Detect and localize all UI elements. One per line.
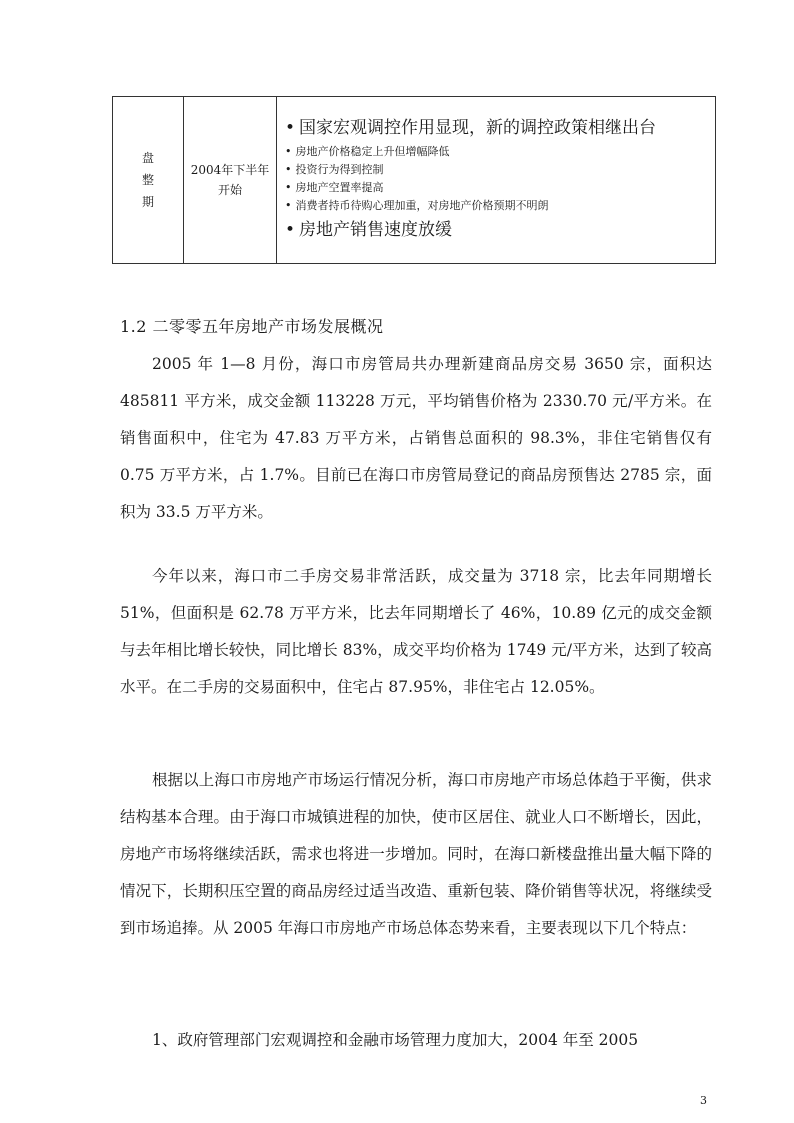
- market-phase-table: [112, 96, 716, 264]
- sub-bullet: [285, 143, 707, 161]
- bullet-dot-icon: •: [285, 163, 292, 176]
- description-cell: [277, 97, 716, 264]
- main-bullet-text: 房地产销售速度放缓: [299, 220, 453, 240]
- body-paragraph: 1、政府管理部门宏观调控和金融市场管理力度加大，2004 年至 2005: [152, 1031, 639, 1049]
- sub-bullet: [285, 197, 707, 215]
- page-number: 3: [700, 1094, 707, 1107]
- bullet-dot-icon: •: [285, 118, 296, 138]
- sub-bullet: [285, 179, 707, 197]
- phase-char: 整: [141, 173, 154, 187]
- bullet-dot-icon: •: [285, 199, 292, 212]
- bullet-dot-icon: •: [285, 220, 296, 240]
- sub-bullet: [285, 161, 707, 179]
- phase-label: [142, 147, 154, 213]
- table-row: [113, 97, 716, 264]
- sub-bullet-text: 消费者持币待购心理加重，对房地产价格预期不明朗: [295, 199, 549, 212]
- sub-bullet-text: 房地产空置率提高: [295, 181, 384, 194]
- sub-bullet-text: 投资行为得到控制: [295, 163, 384, 176]
- section-heading: 1.2 二零零五年房地产市场发展概况: [120, 317, 384, 336]
- phase-char: 期: [141, 195, 154, 209]
- phase-cell: [113, 97, 184, 264]
- phase-char: 盘: [141, 151, 154, 165]
- main-bullet: [285, 115, 707, 141]
- main-bullet: [285, 217, 707, 243]
- main-bullet-text: 国家宏观调控作用显现，新的调控政策相继出台: [299, 118, 657, 138]
- body-paragraph: 今年以来，海口市二手房交易非常活跃，成交量为 3718 宗，比去年同期增长 51%，但面积是 62.78 万平方米，比去年同期增长了 46%，10.89 亿元的成交金额与去年相比增长较快，同比增长 83%，成交平均价格为 1749 元/平方米，达到了较高水平。在二手房的交易面积中，住宅占 87.95%，非住宅占 12.05%。: [120, 567, 712, 696]
- time-label: 2004年下半年开始: [190, 163, 270, 197]
- body-paragraph: 2005 年 1—8 月份，海口市房管局共办理新建商品房交易 3650 宗，面积达 485811 平方米，成交金额 113228 万元，平均销售价格为 2330.70 元/平方米。在销售面积中，住宅为 47.83 万平方米，占销售总面积的 98.3%，非住宅销售仅有 0.75 万平方米，占 1.7%。目前已在海口市房管局登记的商品房预售达 2785 宗，面积为 33.5 万平方米。: [120, 355, 712, 521]
- bullet-dot-icon: •: [285, 181, 292, 194]
- time-cell: [184, 97, 277, 264]
- sub-bullet-text: 房地产价格稳定上升但增幅降低: [295, 145, 450, 158]
- bullet-dot-icon: •: [285, 145, 292, 158]
- body-paragraph: 根据以上海口市房地产市场运行情况分析，海口市房地产市场总体趋于平衡，供求结构基本合理。由于海口市城镇进程的加快，使市区居住、就业人口不断增长，因此，房地产市场将继续活跃，需求也将进一步增加。同时，在海口新楼盘推出量大幅下降的情况下，长期积压空置的商品房经过适当改造、重新包装、降价销售等状况，将继续受到市场追捧。从 2005 年海口市房地产市场总体态势来看，主要表现以下几个特点：: [120, 771, 712, 937]
